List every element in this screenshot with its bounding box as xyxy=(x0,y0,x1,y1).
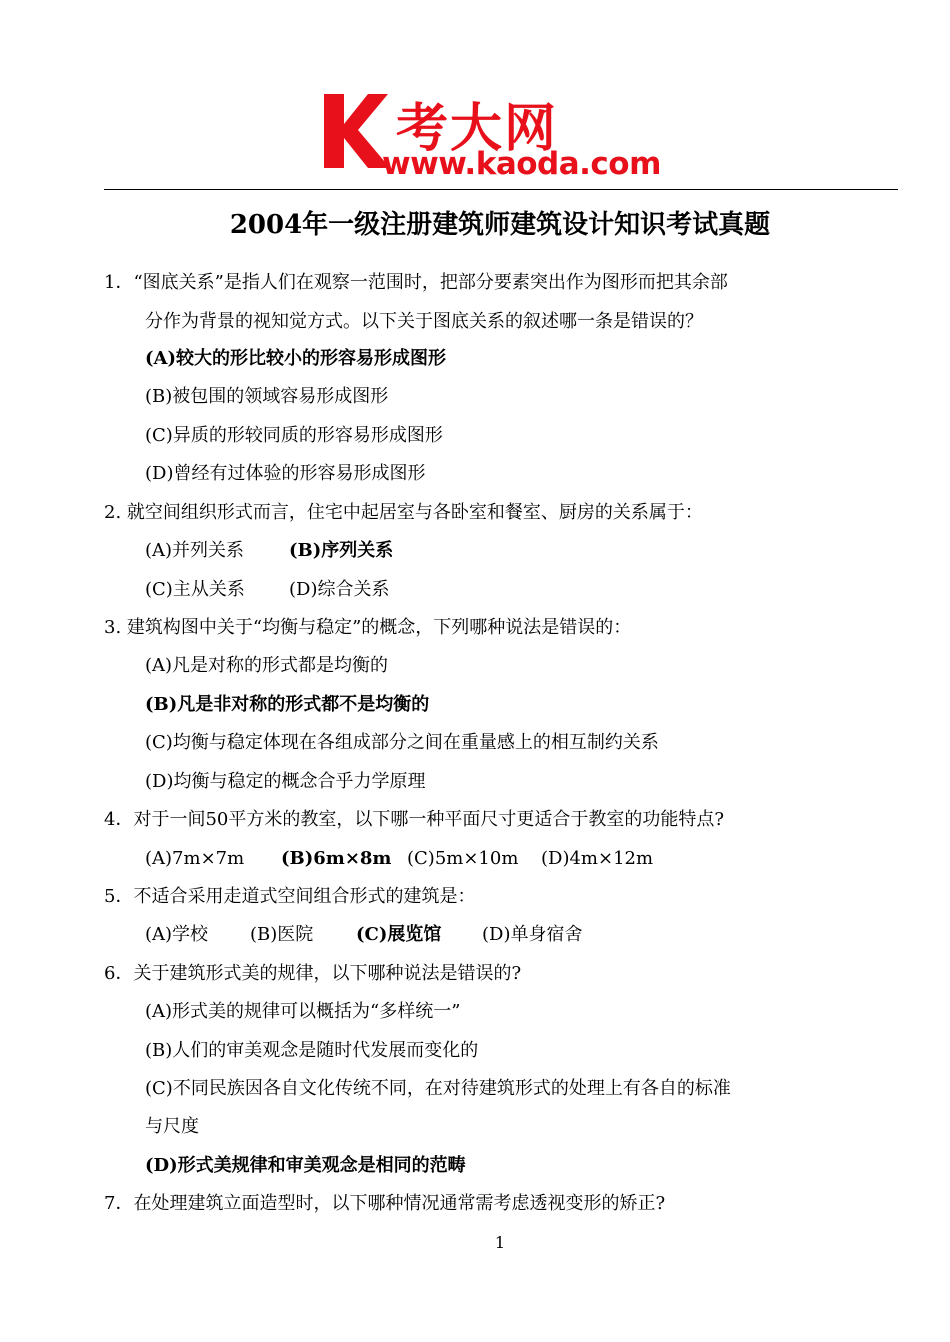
question-2-option-a: (A)并列关系 xyxy=(145,540,245,561)
question-3-option-d: (D)均衡与稳定的概念合乎力学原理 xyxy=(145,771,426,792)
question-6-option-d: (D)形式美规律和审美观念是相同的范畴 xyxy=(145,1155,466,1176)
question-5-option-d: (D)单身宿舍 xyxy=(482,924,583,945)
question-4-stem: 4．对于一间50平方米的教室，以下哪一种平面尺寸更适合于教室的功能特点? xyxy=(104,809,725,830)
question-6-option-b: (B)人们的审美观念是随时代发展而变化的 xyxy=(145,1040,479,1061)
question-1-option-c: (C)异质的形较同质的形容易形成图形 xyxy=(145,425,443,446)
question-4-option-a: (A)7m×7m xyxy=(145,848,245,869)
question-2-option-b: (B)序列关系 xyxy=(289,540,394,561)
question-4-option-d: (D)4m×12m xyxy=(541,848,654,869)
question-3-stem: 3. 建筑构图中关于“均衡与稳定”的概念，下列哪种说法是错误的： xyxy=(104,617,632,638)
header-divider xyxy=(104,189,898,190)
document-title: 2004年一级注册建筑师建筑设计知识考试真题 xyxy=(229,210,771,240)
page-number: 1 xyxy=(494,1233,506,1252)
question-6-stem: 6．关于建筑形式美的规律，以下哪种说法是错误的? xyxy=(104,963,522,984)
kaoda-logo xyxy=(322,90,692,185)
question-5-option-c: (C)展览馆 xyxy=(356,924,442,945)
logo-url: www.kaoda.com xyxy=(382,146,661,182)
question-2-option-d: (D)综合关系 xyxy=(289,579,390,600)
question-1-option-a: (A)较大的形比较小的形容易形成图形 xyxy=(145,348,446,369)
question-4-option-c: (C)5m×10m xyxy=(407,848,519,869)
question-1-option-b: (B)被包围的领域容易形成图形 xyxy=(145,386,389,407)
question-4-option-b: (B)6m×8m xyxy=(281,848,392,869)
question-7-stem: 7．在处理建筑立面造型时，以下哪种情况通常需考虑透视变形的矫正? xyxy=(104,1193,666,1214)
question-2-option-c: (C)主从关系 xyxy=(145,579,245,600)
question-5-option-a: (A)学校 xyxy=(145,924,209,945)
question-2-stem: 2. 就空间组织形式而言，住宅中起居室与各卧室和餐室、厨房的关系属于： xyxy=(104,502,703,523)
question-1-stem-line-1: 1．“图底关系”是指人们在观察一范围时，把部分要素突出作为图形而把其余部 xyxy=(104,272,728,293)
question-3-option-c: (C)均衡与稳定体现在各组成部分之间在重量感上的相互制约关系 xyxy=(145,732,659,753)
logo-chinese-name: 考大网 xyxy=(396,99,559,159)
question-5-option-b: (B)医院 xyxy=(250,924,314,945)
question-1-option-d: (D)曾经有过体验的形容易形成图形 xyxy=(145,463,426,484)
question-6-option-c-line-2: 与尺度 xyxy=(145,1116,199,1137)
question-5-stem: 5．不适合采用走道式空间组合形式的建筑是： xyxy=(104,886,476,907)
question-1-stem-line-2: 分作为背景的视知觉方式。以下关于图底关系的叙述哪一条是错误的？ xyxy=(145,311,703,332)
question-3-option-a: (A)凡是对称的形式都是均衡的 xyxy=(145,655,389,676)
question-6-option-c-line-1: (C)不同民族因各自文化传统不同，在对待建筑形式的处理上有各自的标准 xyxy=(145,1078,731,1099)
question-6-option-a: (A)形式美的规律可以概括为“多样统一” xyxy=(145,1001,461,1022)
question-3-option-b: (B)凡是非对称的形式都不是均衡的 xyxy=(145,694,430,715)
